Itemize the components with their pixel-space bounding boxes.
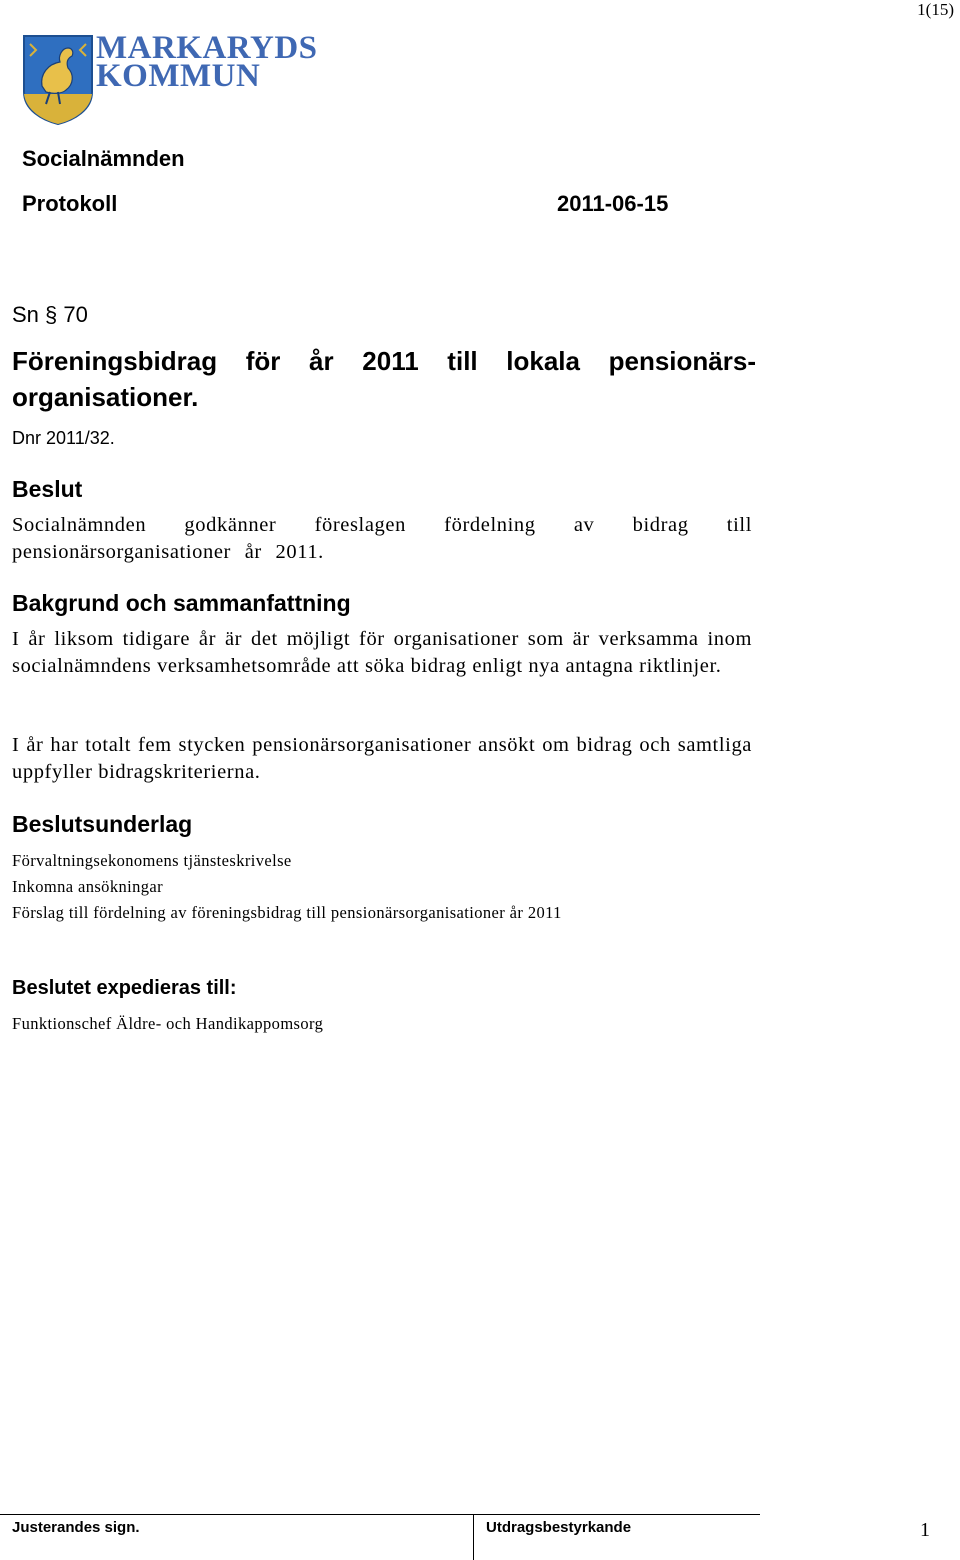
logo-text-line1: MARKARYDS — [96, 30, 318, 66]
background-paragraph: I år har totalt fem stycken pensionärsorganisationer ansökt om bidrag och samtliga uppfyller bidragskriterierna. — [12, 734, 752, 783]
decision-basis-item: Inkomna ansökningar — [12, 877, 164, 896]
decision-text: Socialnämnden godkänner föreslagen fördelning av bidrag till pensionärsorganisationer år 2011. — [12, 514, 752, 563]
section-title: Föreningsbidrag för år 2011 till lokala pensionärs-organisationer. — [12, 346, 756, 412]
decision-basis-item: Förslag till fördelning av föreningsbidrag till pensionärsorganisationer år 2011 — [12, 903, 562, 922]
document-date: 2011-06-15 — [557, 191, 669, 216]
footer-divider-line — [0, 1514, 760, 1515]
diary-number: Dnr 2011/32. — [12, 428, 115, 448]
decision-heading: Beslut — [12, 476, 83, 502]
footer-signature-label: Justerandes sign. — [12, 1519, 140, 1536]
distribution-item: Funktionschef Äldre- och Handikappomsorg — [12, 1014, 324, 1033]
logo-text-line2: KOMMUN — [96, 58, 261, 94]
footer-column-divider — [473, 1514, 474, 1560]
section-number: Sn § 70 — [12, 302, 88, 327]
distribution-heading: Beslutet expedieras till: — [12, 977, 237, 999]
decision-basis-item: Förvaltningsekonomens tjänsteskrivelse — [12, 851, 292, 870]
footer-page-number: 1 — [920, 1519, 930, 1541]
committee-name: Socialnämnden — [22, 146, 185, 171]
background-heading: Bakgrund och sammanfattning — [12, 590, 351, 616]
background-paragraph: I år liksom tidigare år är det möjligt för organisationer som är verksamma inom socialnämndens verksamhetsområde att söka bidrag enligt nya antagna riktlinjer. — [12, 628, 752, 677]
decision-basis-heading: Beslutsunderlag — [12, 811, 193, 837]
document-type: Protokoll — [22, 191, 118, 216]
municipality-logo — [22, 30, 322, 126]
footer-certification-label: Utdragsbestyrkande — [486, 1519, 632, 1536]
page-number: 1(15) — [917, 0, 954, 19]
coat-of-arms-icon — [22, 34, 94, 126]
